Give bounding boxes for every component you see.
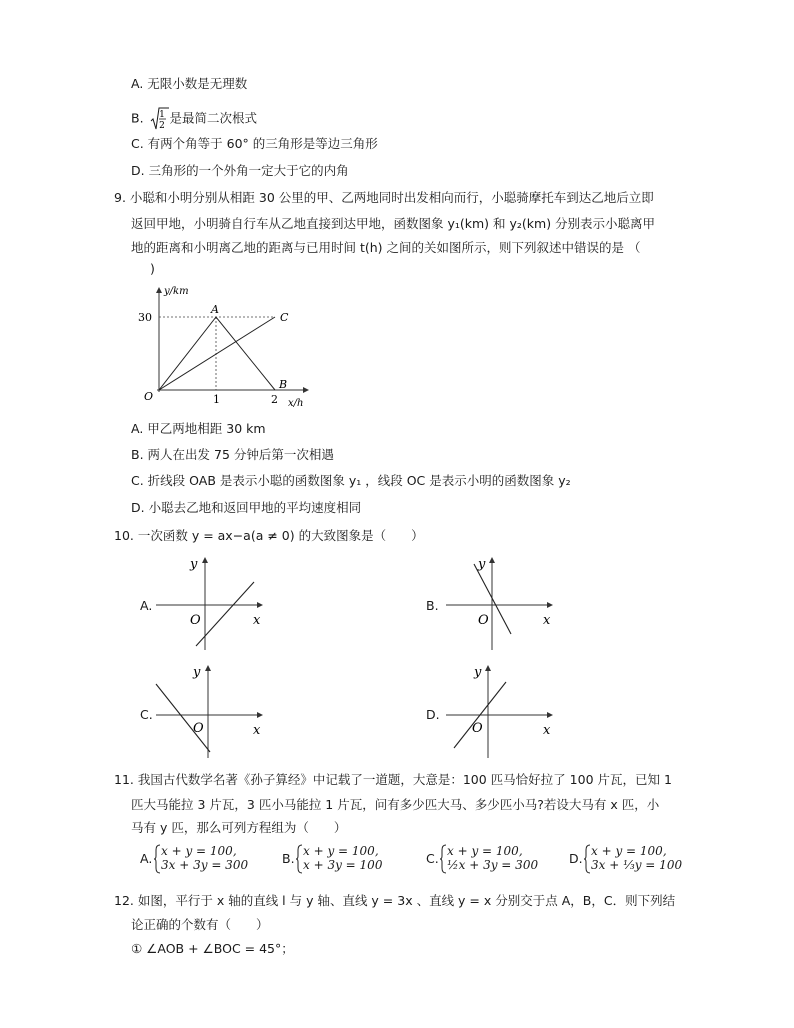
q10-b-origin: O [478, 613, 489, 628]
q12-stem-line1: 12. 如图，平行于 x 轴的直线 l 与 y 轴、直线 y = 3x 、直线 y = x 分别交于点 A，B，C．则下列结 [114, 893, 676, 908]
q11-b-eq1: x + y = 100, [303, 844, 379, 858]
q10-option-a-label: A. [140, 598, 153, 613]
q10-c-y-label: y [193, 665, 201, 680]
q11-c-brace-icon [439, 844, 447, 874]
q9-stem-line1: 9. 小聪和小明分别从相距 30 公里的甲、乙两地同时出发相向而行，小聪骑摩托车到达乙地后立即 [114, 190, 654, 205]
q10-option-d-label: D. [426, 707, 440, 722]
q10-graph-a [150, 552, 270, 652]
q9-option-b: B. 两人在出发 75 分钟后第一次相遇 [131, 447, 334, 462]
q12-stem-line2: 论正确的个数有（ ） [131, 917, 269, 932]
q9-ylabel: y/km [164, 286, 189, 297]
q10-d-y-label: y [474, 665, 482, 680]
q8-option-d: D. 三角形的一个外角一定大于它的内角 [131, 163, 349, 178]
q8-option-b [131, 106, 257, 132]
q10-c-origin: O [193, 721, 204, 736]
q9-point-c: C [280, 311, 289, 324]
q11-stem-line2: 匹大马能拉 3 片瓦，3 匹小马能拉 1 片瓦，问有多少匹大马、多少匹小马?若设大马有 x 匹，小 [131, 797, 660, 812]
q11-a-eq1: x + y = 100, [161, 844, 237, 858]
q10-graph-b [440, 552, 560, 652]
q9-point-b: B [279, 378, 288, 391]
q9-stem-line3: 地的距离和小明离乙地的距离与已用时间 t(h) 之间的关如图所示，则下列叙述中错误的是 （ [131, 240, 641, 255]
q10-b-y-label: y [478, 557, 486, 572]
q11-c-eq1: x + y = 100, [447, 844, 523, 858]
q10-graph-c [150, 660, 270, 760]
q9-option-a: A. 甲乙两地相距 30 km [131, 421, 266, 436]
q9-option-c: C. 折线段 OAB 是表示小聪的函数图象 y₁ ，线段 OC 是表示小明的函数图象 y₂ [131, 473, 571, 488]
q8-option-b-label: B. [131, 110, 144, 126]
q9-graph [130, 280, 320, 412]
sqrt-half-icon [150, 106, 170, 132]
q9-stem-line4: ) [150, 261, 155, 276]
q11-a-brace-icon [153, 844, 161, 874]
q11-b-brace-icon [295, 844, 303, 874]
q11-b-eq2: x + 3y = 100 [303, 858, 383, 872]
q11-d-brace-icon [583, 844, 591, 874]
sqrt-denominator: 2 [158, 121, 165, 131]
q11-a-eq2: 3x + 3y = 300 [161, 858, 249, 872]
q9-tick-2: 2 [271, 393, 278, 406]
q11-d-eq2: 3x + ⅓y = 100 [591, 858, 683, 872]
q10-a-origin: O [190, 613, 201, 628]
q10-option-c-label: C. [140, 707, 153, 722]
q10-c-x-label: x [253, 723, 261, 738]
q10-d-x-label: x [543, 723, 551, 738]
q10-graph-d [440, 660, 560, 760]
q10-option-b-label: B. [426, 598, 439, 613]
q10-d-origin: O [472, 721, 483, 736]
q10-a-x-label: x [253, 613, 261, 628]
q9-xlabel: x/h [288, 398, 304, 409]
q11-c-eq2: ½x + 3y = 300 [447, 858, 539, 872]
q11-d-eq1: x + y = 100, [591, 844, 667, 858]
q11-option-b-label: B. [282, 851, 295, 866]
q10-a-y-label: y [190, 557, 198, 572]
q9-origin: O [144, 390, 154, 403]
q9-tick-1: 1 [213, 393, 220, 406]
q8-option-a: A. 无限小数是无理数 [131, 76, 248, 91]
q9-line-oc [159, 317, 275, 390]
q12-conclusion-1: ① ∠AOB + ∠BOC = 45°； [131, 941, 294, 956]
q11-option-d-label: D. [569, 851, 583, 866]
q11-stem-line1: 11. 我国古代数学名著《孙子算经》中记载了一道题，大意是：100 匹马恰好拉了 100 片瓦，已知 1 [114, 772, 672, 787]
q10-c-line [156, 684, 210, 752]
q9-point-a: A [211, 303, 219, 316]
q11-stem-line3: 马有 y 匹，那么可列方程组为（ ） [131, 820, 347, 835]
q11-option-c-label: C. [426, 851, 439, 866]
q9-tick-30: 30 [138, 311, 152, 324]
q9-option-d: D. 小聪去乙地和返回甲地的平均速度相同 [131, 500, 362, 515]
q9-stem-line2: 返回甲地，小明骑自行车从乙地直接到达甲地，函数图象 y₁(km) 和 y₂(km) 分别表示小聪离甲 [131, 216, 656, 231]
q8-option-b-text: 是最简二次根式 [169, 110, 258, 126]
q10-stem: 10. 一次函数 y = ax−a(a ≠ 0) 的大致图象是（ ） [114, 528, 424, 543]
q8-option-c: C. 有两个角等于 60° 的三角形是等边三角形 [131, 136, 378, 151]
sqrt-numerator: 1 [158, 110, 165, 120]
q11-option-a-label: A. [140, 851, 153, 866]
q10-b-x-label: x [543, 613, 551, 628]
